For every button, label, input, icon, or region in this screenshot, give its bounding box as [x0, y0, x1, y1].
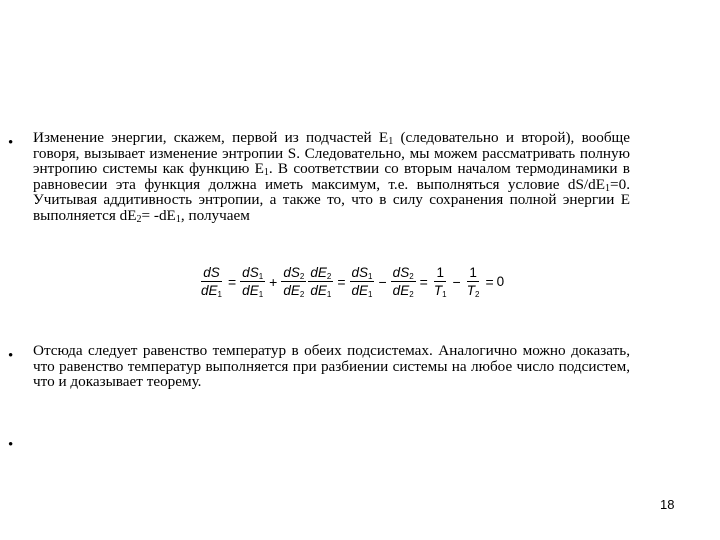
frac-dS1-dE1-b: $\frac{dS_1}{dE_1}$ [351, 265, 373, 299]
frac-dS1-dE1: $\frac{dS_1}{dE_1}$ [242, 265, 264, 299]
bullet-3: • [8, 437, 14, 453]
frac-dS-dE1: $\frac{dS}{dE_1}$ [201, 265, 222, 299]
bullet-2: • [8, 348, 14, 364]
formula-zero: 0 [496, 274, 505, 289]
frac-dS2-dE2: $\frac{dS_2}{dE_2}$ [283, 265, 305, 299]
paragraph-1: Изменение энергии, скажем, первой из подчастей $E_1$ (следовательно и второй), вообще говоря, вызывает изменение энтропии S. Следовательно, мы можем рассматривать полную энтропию системы как функцию $E_1$. В соответствии со вторым началом термодинамики в равновесии эта функция должна иметь максимум, т.е. выполняться условие $dS/dE_1=0$. Учитывая аддитивность энтропии, а также то, что в силу сохранения полной энергии E выполняется $dE_2= -dE_1$, получаем [33, 129, 630, 225]
frac-1-T2: $\frac{1}{T_2}$ [466, 265, 480, 299]
frac-dE2-dE1: $\frac{dE_2}{dE_1}$ [310, 265, 332, 299]
frac-1-T1: $\frac{1}{T_1}$ [433, 265, 447, 299]
entropy-equilibrium-formula: $\frac{dS}{dE_1}$ = $\frac{dS_1}{dE_1}$ + $\frac{dS_2}{dE_2}$ $\frac{dE_2}{dE_1}$ = $\frac{dS_1}{dE_1}$ − $\frac{dS_2}{dE_2}$ = $\frac{1}{T_1}$ − $\frac{1}{T_2}$ = 0 [201, 265, 505, 299]
frac-dS2-dE2-b: $\frac{dS_2}{dE_2}$ [392, 265, 414, 299]
bullet-1: • [8, 135, 14, 151]
page-number: 18 [660, 497, 675, 512]
paragraph-2: Отсюда следует равенство температур в обеих подсистемах. Аналогично можно доказать, что равенство температур выполняется при разбиении системы на любое число подсистем, что и доказывает теорему. [33, 342, 630, 390]
